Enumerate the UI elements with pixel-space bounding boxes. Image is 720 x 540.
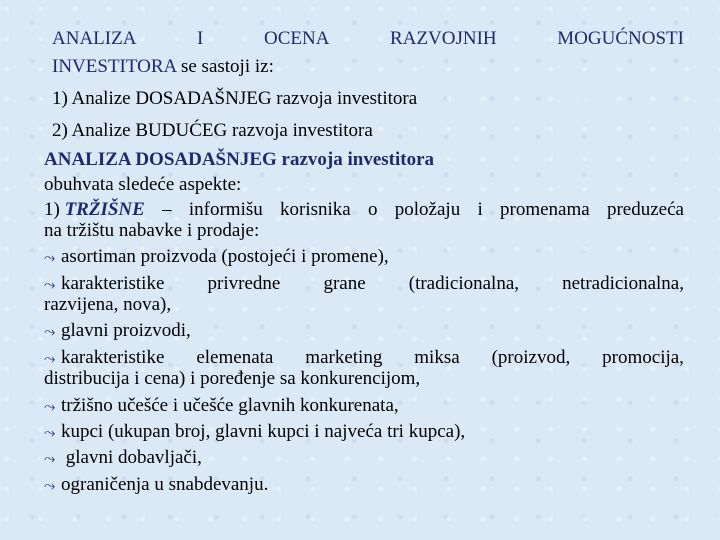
heading-line-2 bbox=[52, 56, 684, 78]
heading-word: I bbox=[197, 28, 204, 49]
point-1-word: i bbox=[477, 199, 483, 220]
curved-arrow-bullet-icon: ⤳ bbox=[44, 324, 56, 340]
bullet-text: glavni proizvodi, bbox=[61, 320, 191, 341]
bullet-item-4-line-1 bbox=[44, 347, 684, 370]
point-1-line-1 bbox=[44, 199, 684, 221]
curved-arrow-bullet-icon: ⤳ bbox=[44, 351, 56, 367]
bullet-item-3 bbox=[44, 320, 684, 343]
heading-word: MOGUĆNOSTI bbox=[557, 28, 684, 49]
point-1-word: – bbox=[162, 199, 172, 220]
point-1-word: o bbox=[368, 199, 378, 220]
bullet-word: (proizvod, bbox=[491, 347, 571, 368]
point-1-word: informišu bbox=[188, 199, 263, 220]
heading-line-1 bbox=[52, 28, 684, 50]
point-1-line-2: na tržištu nabavke i prodaje: bbox=[44, 220, 260, 241]
bullet-word: (tradicionalna, bbox=[408, 273, 520, 294]
section-title: ANALIZA DOSADAŠNJEG razvoja investitora bbox=[44, 149, 435, 170]
bullet-item-2-line-2: razvijena, nova), bbox=[44, 294, 172, 315]
curved-arrow-bullet-icon: ⤳ bbox=[44, 399, 56, 415]
curved-arrow-bullet-icon: ⤳ bbox=[44, 250, 56, 266]
bullet-item-5 bbox=[44, 395, 684, 418]
heading-word: ANALIZA bbox=[52, 28, 137, 49]
curved-arrow-bullet-icon: ⤳ bbox=[44, 277, 56, 293]
bullet-item-7 bbox=[44, 447, 684, 470]
bullet-lead bbox=[44, 347, 164, 370]
point-1-word: preduzeća bbox=[606, 199, 684, 220]
bullet-word: miksa bbox=[414, 347, 460, 368]
curved-arrow-bullet-icon: ⤳ bbox=[44, 478, 56, 494]
heading-word: RAZVOJNIH bbox=[390, 28, 497, 49]
bullet-lead bbox=[44, 273, 164, 296]
bullet-item-2-line-1 bbox=[44, 273, 684, 296]
bullet-word: elemenata bbox=[196, 347, 274, 368]
point-1-word: promenama bbox=[500, 199, 590, 220]
bullet-item-4-line-2: distribucija i cena) i poređenje sa konkurencijom, bbox=[44, 368, 421, 389]
curved-arrow-bullet-icon: ⤳ bbox=[44, 451, 56, 467]
heading-word: OCENA bbox=[263, 28, 330, 49]
point-1-word: položaju bbox=[394, 199, 461, 220]
bullet-word: promocija, bbox=[602, 347, 684, 368]
bullet-word: privredne bbox=[207, 273, 281, 294]
bullet-word: grane bbox=[323, 273, 366, 294]
bullet-item-1 bbox=[44, 246, 684, 269]
bullet-item-6 bbox=[44, 421, 684, 444]
curved-arrow-bullet-icon: ⤳ bbox=[44, 425, 56, 441]
bullet-text: asortiman proizvoda (postojeći i promene), bbox=[61, 246, 389, 267]
bullet-text: tržišno učešće i učešće glavnih konkurenata, bbox=[61, 395, 399, 416]
bullet-word: netradicionalna, bbox=[562, 273, 684, 294]
list-item-1: 1) Analize DOSADAŠNJEG razvoja investitora bbox=[52, 88, 418, 109]
bullet-word: marketing bbox=[305, 347, 383, 368]
bullet-text: kupci (ukupan broj, glavni kupci i najveća tri kupca), bbox=[61, 421, 466, 442]
section-intro: obuhvata sledeće aspekte: bbox=[44, 174, 242, 195]
point-1-prefix: 1) bbox=[44, 199, 65, 220]
bullet-text: ograničenja u snabdevanju. bbox=[61, 474, 269, 495]
point-1-lead bbox=[44, 199, 145, 221]
bullet-item-8 bbox=[44, 474, 684, 497]
point-1-bold: TRŽIŠNE bbox=[64, 199, 145, 220]
heading-investitora: INVESTITORA bbox=[52, 56, 177, 77]
heading-rest: se sastoji iz: bbox=[176, 56, 274, 77]
bullet-word: karakteristike bbox=[61, 273, 165, 294]
list-item-2: 2) Analize BUDUĆEG razvoja investitora bbox=[52, 120, 373, 141]
bullet-text: glavni dobavljači, bbox=[61, 447, 202, 468]
point-1-word: korisnika bbox=[280, 199, 351, 220]
bullet-word: karakteristike bbox=[61, 347, 165, 368]
